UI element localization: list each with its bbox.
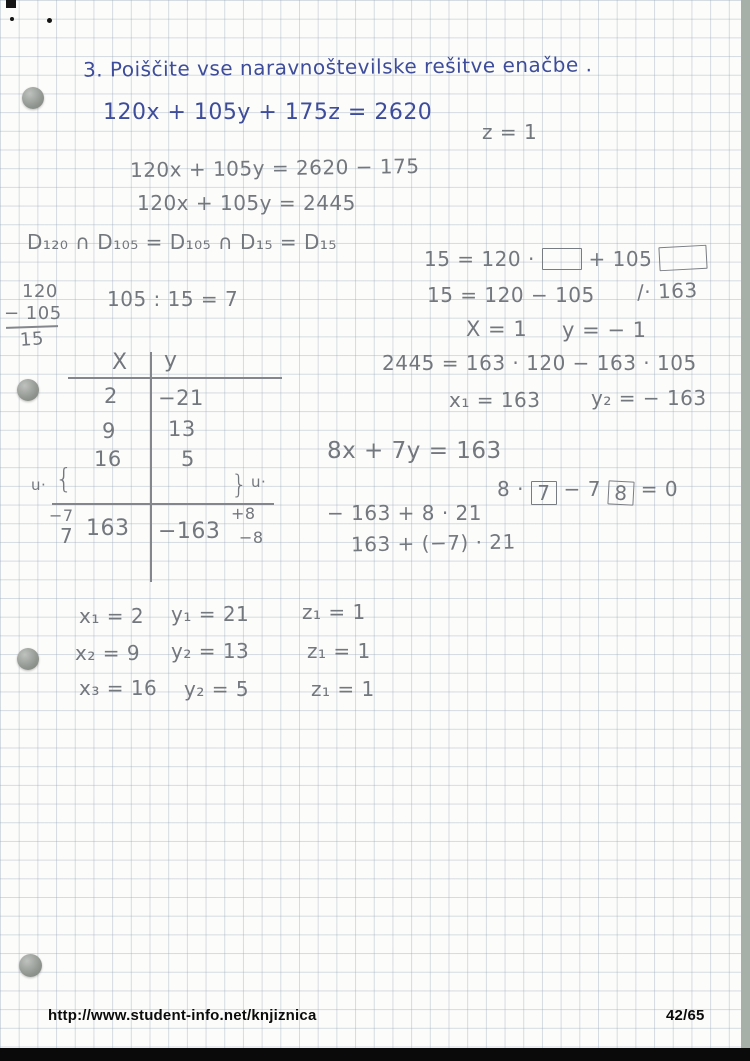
- table-cell: 16: [94, 447, 122, 471]
- subtraction-difference: 15: [19, 328, 45, 351]
- solution-x3: x₃ = 16: [79, 676, 158, 700]
- scan-bottom-edge: [0, 1048, 750, 1061]
- empty-box: [542, 248, 582, 270]
- reduced-equation: 8x + 7y = 163: [327, 438, 502, 464]
- hole-punch: [22, 87, 44, 109]
- expansion: 2445 = 163 · 120 − 163 · 105: [382, 351, 697, 375]
- delta-y-bottom: −8: [239, 528, 264, 547]
- table-cell: 13: [168, 417, 196, 441]
- empty-box: [659, 245, 708, 271]
- scan-edge-band: [741, 0, 750, 1061]
- difference-eq: 15 = 120 − 105: [427, 283, 595, 307]
- check-suffix: = 0: [640, 477, 679, 501]
- bezout-middle: + 105: [588, 247, 653, 271]
- subtraction-minuend: 120: [22, 281, 58, 302]
- bezout-line: [424, 246, 707, 271]
- x-particular: X = 1: [466, 317, 528, 341]
- brace-left: {: [55, 462, 74, 495]
- table-vertical-line: [150, 352, 152, 582]
- problem-equation: 120x + 105y + 175z = 2620: [103, 100, 433, 125]
- hole-punch: [19, 954, 42, 977]
- z-value: z = 1: [482, 120, 538, 144]
- x1-solution: x₁ = 163: [449, 388, 541, 412]
- scan-corner-mark: [6, 0, 16, 8]
- boxed-eight: 8: [607, 480, 634, 505]
- y-particular: y = − 1: [562, 318, 647, 342]
- delta-y-top: +8: [231, 504, 256, 523]
- check-middle: − 7: [563, 477, 602, 501]
- table-header-line: [68, 377, 282, 379]
- boxed-seven: 7: [531, 481, 557, 505]
- solution-x1: x₁ = 2: [79, 604, 145, 628]
- substitution-step2: 163 + (−7) · 21: [350, 529, 516, 557]
- table-header-y: y: [164, 348, 178, 373]
- solution-z2: z₁ = 1: [307, 639, 371, 663]
- table-header-x: X: [112, 350, 128, 375]
- table-last-y: −163: [158, 519, 221, 544]
- hole-punch: [17, 379, 39, 401]
- solution-z3: z₁ = 1: [311, 677, 375, 701]
- solution-y2: y₂ = 13: [171, 639, 250, 663]
- solution-z1: z₁ = 1: [302, 600, 366, 624]
- divisor-sets: D₁₂₀ ∩ D₁₀₅ = D₁₀₅ ∩ D₁₅ = D₁₅: [27, 230, 337, 254]
- scan-speck: [47, 18, 52, 23]
- eq-2445: 120x + 105y = 2445: [137, 191, 356, 215]
- scan-speck: [10, 17, 14, 21]
- table-cell: 9: [102, 419, 116, 443]
- eq-reduced: 120x + 105y = 2620 − 175: [129, 153, 420, 183]
- check-line: [497, 477, 678, 505]
- subtraction-subtrahend: − 105: [4, 303, 62, 324]
- step-label-left: u·: [31, 476, 47, 494]
- table-cell: 2: [104, 384, 118, 408]
- table-cell: −21: [158, 386, 204, 410]
- table-cell: 5: [181, 447, 195, 471]
- hole-punch: [17, 648, 39, 670]
- brace-right: }: [231, 470, 249, 500]
- step-label-right: u·: [251, 473, 267, 491]
- delta-x-top: −7: [49, 506, 74, 525]
- solution-y3: y₂ = 5: [184, 677, 250, 701]
- delta-x-bottom: 7: [60, 524, 74, 548]
- page-number: 42/65: [666, 1007, 705, 1024]
- multiply-note: /· 163: [636, 277, 699, 305]
- footer-url: http://www.student-info.net/knjiznica: [48, 1007, 317, 1024]
- bezout-prefix: 15 = 120 ·: [424, 247, 535, 271]
- check-prefix: 8 ·: [497, 477, 524, 501]
- y2-solution: y₂ = − 163: [591, 386, 707, 410]
- division-check: 105 : 15 = 7: [107, 287, 239, 311]
- solution-y1: y₁ = 21: [171, 602, 250, 626]
- table-last-x: 163: [86, 516, 130, 541]
- problem-title: 3. Poiščite vse naravnoštevilske rešitve enačbe .: [82, 52, 593, 82]
- substitution-step1: − 163 + 8 · 21: [327, 501, 483, 525]
- solution-x2: x₂ = 9: [75, 641, 141, 665]
